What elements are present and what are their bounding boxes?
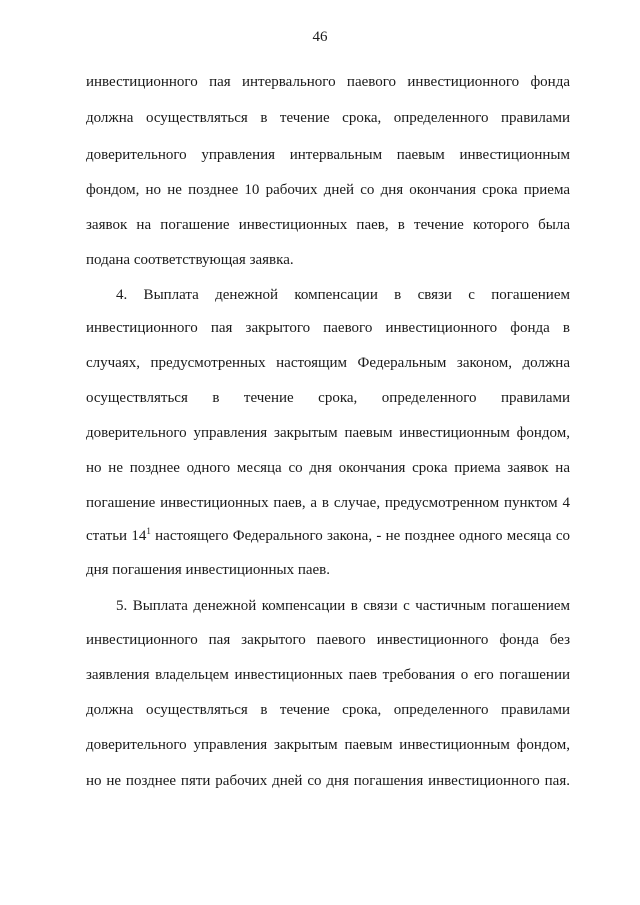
text-line: дня погашения инвестиционных паев. — [86, 562, 330, 578]
text-line: 5. Выплата денежной компенсации в связи с частичным погашением — [116, 598, 570, 614]
text-line: заявок на погашение инвестиционных паев, в течение которого была — [86, 217, 570, 233]
text-line: доверительного управления закрытым паевым инвестиционным фондом, — [86, 737, 570, 753]
text-line-with-superscript — [86, 526, 570, 546]
text-fragment: настоящего Федерального закона, - не позднее одного месяца со — [150, 528, 570, 544]
text-line: должна осуществляться в течение срока, определенного правилами — [86, 702, 570, 718]
text-fragment: статьи 14 — [86, 528, 147, 544]
page-number: 46 — [312, 29, 328, 45]
text-line: подана соответствующая заявка. — [86, 252, 294, 268]
text-line: осуществляться в течение срока, определенного правилами — [86, 390, 570, 406]
superscript: 1 — [146, 526, 151, 536]
text-line: фондом, но не позднее 10 рабочих дней со дня окончания срока приема — [86, 182, 570, 198]
text-line: доверительного управления интервальным паевым инвестиционным — [86, 147, 570, 163]
text-line: заявления владельцем инвестиционных паев требования о его погашении — [86, 667, 570, 683]
text-line: но не позднее пяти рабочих дней со дня погашения инвестиционного пая. — [86, 773, 570, 789]
text-line: но не позднее одного месяца со дня окончания срока приема заявок на — [86, 460, 570, 476]
text-line: случаях, предусмотренных настоящим Федеральным законом, должна — [86, 355, 570, 371]
text-line: инвестиционного пая интервального паевого инвестиционного фонда — [86, 74, 570, 90]
text-line: инвестиционного пая закрытого паевого инвестиционного фонда в — [86, 320, 570, 336]
text-line: должна осуществляться в течение срока, определенного правилами — [86, 110, 570, 126]
text-line: 4. Выплата денежной компенсации в связи с погашением — [116, 287, 570, 303]
text-line: доверительного управления закрытым паевым инвестиционным фондом, — [86, 425, 570, 441]
text-line: инвестиционного пая закрытого паевого инвестиционного фонда без — [86, 632, 570, 648]
text-line: погашение инвестиционных паев, а в случае, предусмотренном пунктом 4 — [86, 495, 570, 511]
